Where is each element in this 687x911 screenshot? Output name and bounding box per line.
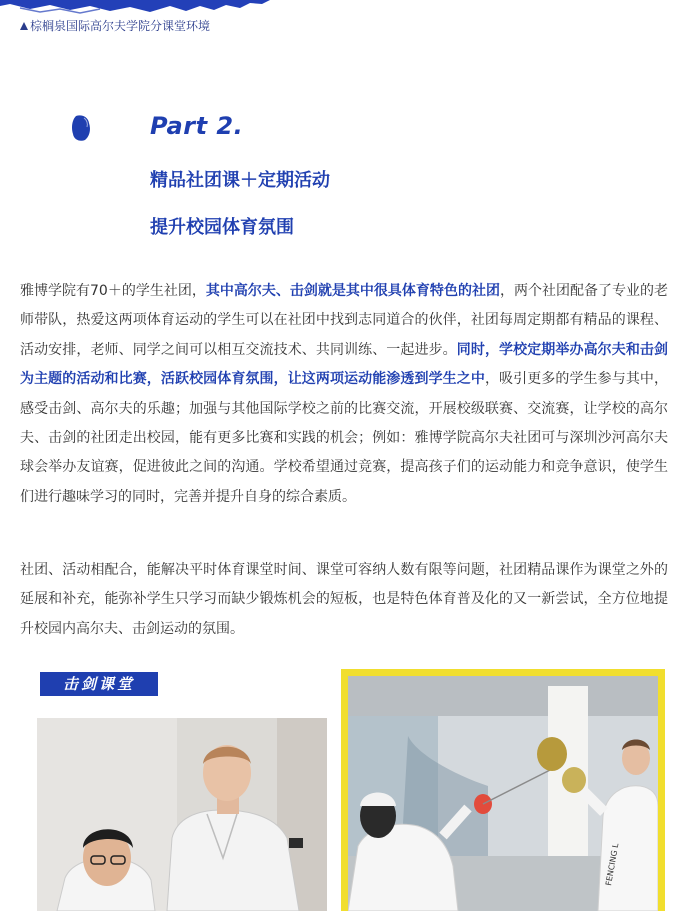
section-heading-line-1: 精品社团课＋定期活动 — [150, 170, 330, 191]
fencing-duel-photo-frame — [341, 669, 665, 911]
body-paragraph-2: 社团、活动相配合，能解决平时体育课堂时间、课堂可容纳人数有限等问题，社团精品课作为课堂之外的延展和补充，能弥补学生只学习而缺少锻炼机会的短板，也是特色体育普及化的又一新尝试，全方位地提升校园内高尔夫、击剑运动的氛围。 — [20, 562, 668, 637]
top-brush-stroke-decoration — [0, 0, 280, 14]
fencing-coach-photo — [37, 718, 327, 911]
body-paragraph-1 — [20, 277, 668, 512]
fencing-duel-photo — [348, 676, 658, 911]
paragraph-1-segment-3: ，两个社团配备了专业的老师带队，热爱这两项体育运动的学生可以在社团中找到志同道合的伙伴，社团每周定期都有精品的课程、活动安排，老师、同学之间可以相互交流技术、共同训练、一起进步。 — [20, 283, 669, 358]
paragraph-1-highlight-1: 其中高尔夫、击剑就是其中很具体育特色的社团 — [205, 283, 500, 299]
paragraph-1-highlight-2: 同时，学校定期举办高尔夫和击剑为主题的活动和比赛，活跃校园体育氛围，让这两项运动能渗透到学生之中 — [20, 341, 669, 388]
ink-brush-mark-icon — [68, 114, 94, 142]
fencing-class-label: 击剑课堂 — [40, 672, 158, 696]
part-title: Part 2. — [150, 112, 244, 140]
triangle-up-icon — [20, 22, 28, 30]
fencing-duel-illustration — [348, 676, 658, 911]
section-heading-line-2: 提升校园体育氛围 — [150, 217, 294, 238]
photo-caption — [20, 17, 210, 35]
jacket-text: FENCING L — [604, 842, 621, 887]
photo-caption-text: 棕榈泉国际高尔夫学院分课堂环境 — [30, 19, 211, 33]
fencing-coach-illustration — [37, 718, 327, 911]
paragraph-1-segment-5: ，吸引更多的学生参与其中，感受击剑、高尔夫的乐趣；加强与其他国际学校之前的比赛交流，开展校级联赛、交流赛，让学校的高尔夫、击剑的社团走出校园，能有更多比赛和实践的机会；例如：雅博学院高尔夫社团可与深圳沙河高尔夫球会举办友谊赛，促进彼此之间的沟通。学校希望通过竞赛，提高孩子们的运动能力和竞争意识，使学生们进行趣味学习的同时，完善并提升自身的综合素质。 — [20, 371, 669, 505]
paragraph-1-segment-1: 雅博学院有70＋的学生社团， — [20, 283, 206, 299]
